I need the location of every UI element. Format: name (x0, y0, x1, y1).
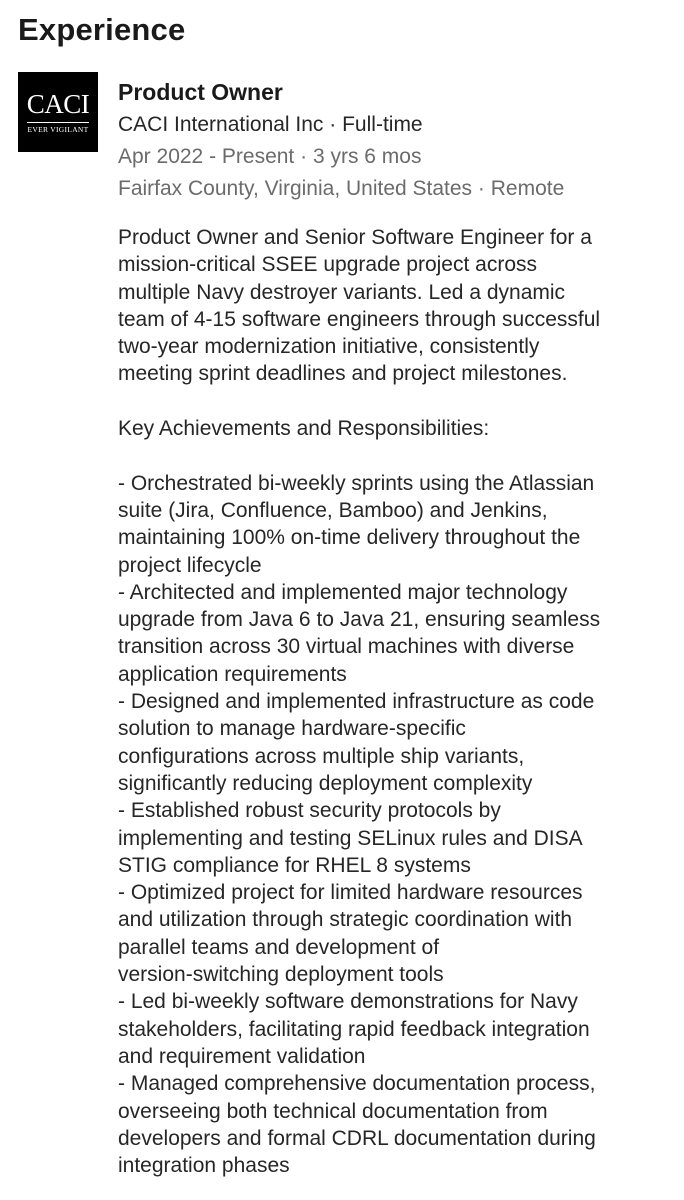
description-line: parallel teams and development of (118, 935, 440, 959)
description-line: and utilization through strategic coordination with (118, 908, 573, 932)
logo-tagline: EVER VIGILANT (27, 122, 88, 134)
description-line: - Orchestrated bi-weekly sprints using the Atlassian (118, 471, 595, 495)
description-heading: Key Achievements and Responsibilities: (118, 417, 490, 441)
description-bullets (118, 470, 674, 1180)
employment-type: Full-time (342, 113, 423, 136)
description-line: multiple Navy destroyer variants. Led a dynamic (118, 280, 566, 304)
description-line: - Architected and implemented major technology (118, 580, 568, 604)
description-line: and requirement validation (118, 1044, 366, 1068)
section-title: Experience (18, 12, 186, 47)
description-line: suite (Jira, Confluence, Bamboo) and Jenkins, (118, 498, 548, 522)
description-line: maintaining 100% on-time delivery throughout the (118, 526, 581, 550)
description-line: meeting sprint deadlines and project milestones. (118, 362, 568, 386)
description-line: - Established robust security protocols by (118, 799, 501, 823)
description-line: transition across 30 virtual machines with diverse (118, 635, 575, 659)
description-line: significantly reducing deployment complexity (118, 771, 533, 795)
description-line: developers and formal CDRL documentation during (118, 1126, 596, 1150)
separator: · (294, 145, 313, 168)
description-line: stakeholders, facilitating rapid feedback integration (118, 1017, 590, 1041)
location: Fairfax County, Virginia, United States (118, 177, 473, 200)
duration: 3 yrs 6 mos (312, 145, 422, 168)
description-line: - Designed and implemented infrastructure as code (118, 690, 595, 714)
description-line: project lifecycle (118, 553, 262, 577)
description-line: team of 4-15 software engineers through successful (118, 307, 601, 331)
separator: · (323, 113, 343, 136)
company-logo[interactable] (18, 72, 98, 152)
location-line (118, 173, 674, 205)
separator: · (472, 177, 491, 200)
description-line: implementing and testing SELinux rules and DISA (118, 826, 583, 850)
job-description (118, 224, 674, 1179)
company-line (118, 109, 674, 141)
date-range (118, 141, 674, 173)
description-line: version-switching deployment tools (118, 963, 444, 987)
description-line: overseeing both technical documentation from (118, 1099, 548, 1123)
description-line: application requirements (118, 662, 347, 686)
dates: Apr 2022 - Present (118, 145, 295, 168)
company-name[interactable]: CACI International Inc (118, 113, 324, 136)
description-line: configurations across multiple ship variants, (118, 744, 525, 768)
description-line: solution to manage hardware-specific (118, 717, 466, 741)
work-type: Remote (490, 177, 565, 200)
experience-entry (118, 76, 674, 1179)
description-line: two-year modernization initiative, consistently (118, 335, 540, 359)
description-line: STIG compliance for RHEL 8 systems (118, 853, 471, 877)
description-line: mission-critical SSEE upgrade project across (118, 253, 537, 277)
description-line: - Led bi-weekly software demonstrations for Navy (118, 990, 578, 1014)
logo-wordmark: CACI (26, 88, 90, 119)
description-intro (118, 224, 674, 388)
description-line: integration phases (118, 1154, 290, 1178)
description-line: Product Owner and Senior Software Engineer for a (118, 226, 592, 249)
job-title[interactable]: Product Owner (118, 79, 283, 105)
description-line: - Managed comprehensive documentation process, (118, 1072, 596, 1096)
description-line: upgrade from Java 6 to Java 21, ensuring seamless (118, 608, 601, 632)
description-line: - Optimized project for limited hardware resources (118, 881, 583, 905)
